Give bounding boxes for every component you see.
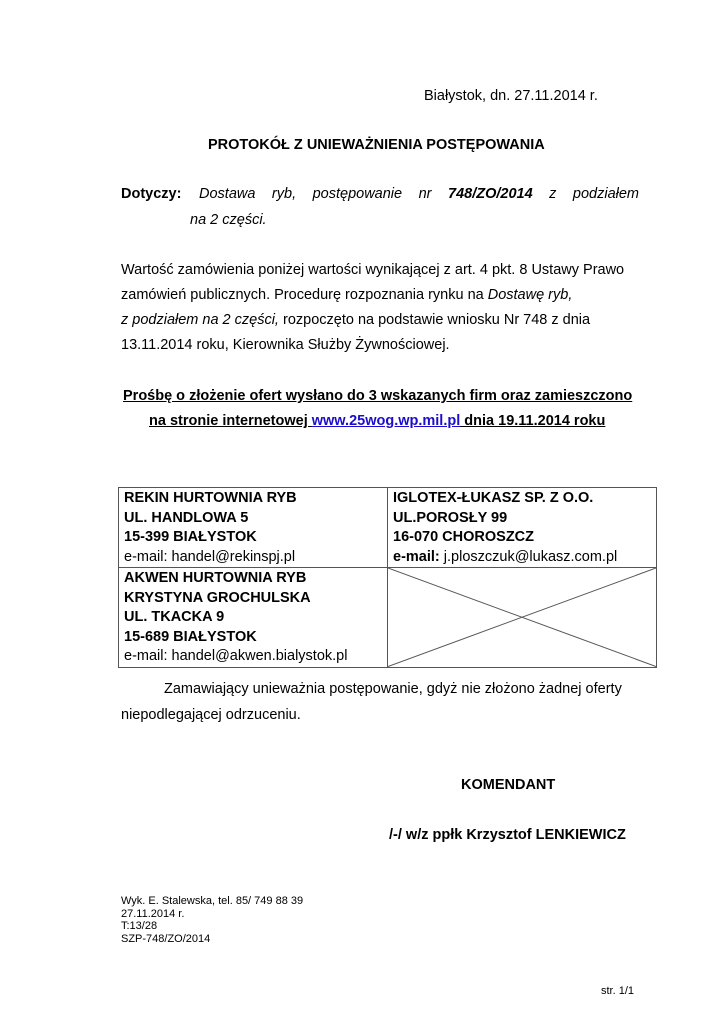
firm-owner: KRYSTYNA GROCHULSKA (124, 589, 311, 606)
subject-label: Dotyczy: (121, 186, 182, 202)
firm-cell (388, 488, 657, 568)
footer-line: SZP-748/ZO/2014 (121, 932, 211, 945)
case-number: 748/ZO/2014 (448, 186, 533, 202)
document-title: PROTOKÓŁ Z UNIEWAŻNIENIA POSTĘPOWANIA (208, 137, 545, 153)
firm-city: 15-399 BIAŁYSTOK (124, 529, 257, 545)
subject-word: postępowanie (312, 186, 403, 202)
subject-line (199, 186, 639, 202)
firm-city: 15-689 BIAŁYSTOK (124, 628, 257, 645)
firm-email: e-mail: handel@akwen.bialystok.pl (124, 648, 348, 664)
firm-street: UL. HANDLOWA 5 (124, 509, 249, 526)
firm-email (393, 548, 651, 568)
footer-line: Wyk. E. Stalewska, tel. 85/ 749 88 39 (121, 895, 304, 907)
subject-word: podziałem (572, 186, 639, 202)
subject-word: Dostawa (199, 186, 256, 202)
firm-email: e-mail: handel@rekinspj.pl (124, 548, 296, 565)
email-address: j.ploszczuk@lukasz.com.pl (439, 548, 618, 565)
body-italic: z podziałem na 2 części, (121, 312, 283, 328)
firm-city: 16-070 CHOROSZCZ (393, 529, 535, 545)
website-link[interactable]: www.25wog.wp.mil.pl (311, 413, 461, 429)
body-line (121, 312, 590, 328)
cross-out-icon (388, 568, 656, 667)
signature-role: KOMENDANT (461, 777, 556, 793)
request-line-1: Prośbę o złożenie ofert wysłano do 3 wskazanych firm oraz zamieszczono (123, 388, 633, 404)
body-text: rozpoczęto na podstawie wniosku Nr 748 z dnia (283, 312, 591, 328)
body-line: Wartość zamówienia poniżej wartości wynikającej z art. 4 pkt. 8 Ustawy Prawo (121, 262, 625, 278)
table-row (119, 488, 657, 568)
subject-line-2: na 2 części. (190, 212, 267, 228)
table-row (119, 568, 657, 668)
firm-name: AKWEN HURTOWNIA RYB (124, 570, 307, 586)
request-line-2 (149, 413, 605, 429)
subject-word: z (549, 186, 557, 202)
page-number: str. 1/1 (601, 985, 635, 997)
body-text: zamówień publicznych. Procedurę rozpoznania rynku na (121, 287, 488, 303)
firm-name: IGLOTEX-ŁUKASZ SP. Z O.O. (393, 490, 594, 506)
body-line: 13.11.2014 roku, Kierownika Służby Żywnościowej. (121, 337, 450, 353)
conclusion-line-1: Zamawiający unieważnia postępowanie, gdyż nie złożono żadnej oferty (164, 681, 622, 697)
firm-street: UL.POROSŁY 99 (393, 509, 508, 526)
request-text: dnia 19.11.2014 roku (460, 413, 606, 429)
email-label: e-mail: (393, 548, 440, 565)
signature-name: /-/ w/z ppłk Krzysztof LENKIEWICZ (389, 827, 626, 843)
empty-crossed-cell (388, 568, 657, 668)
body-italic: Dostawę ryb, (487, 287, 573, 303)
body-line (121, 287, 572, 303)
footer-line: T:13/28 (121, 920, 158, 932)
subject-word: nr (418, 186, 432, 202)
footer-block (121, 895, 303, 945)
place-date: Białystok, dn. 27.11.2014 r. (424, 88, 598, 104)
firm-name: REKIN HURTOWNIA RYB (124, 490, 297, 506)
firm-cell (119, 568, 388, 668)
conclusion-line-2: niepodlegającej odrzuceniu. (121, 707, 301, 723)
firm-street: UL. TKACKA 9 (124, 609, 225, 625)
footer-line: 27.11.2014 r. (121, 907, 185, 920)
subject-word: ryb, (271, 186, 297, 202)
firm-cell (119, 488, 388, 568)
firms-table (118, 487, 657, 668)
request-text: na stronie internetowej (149, 413, 312, 429)
